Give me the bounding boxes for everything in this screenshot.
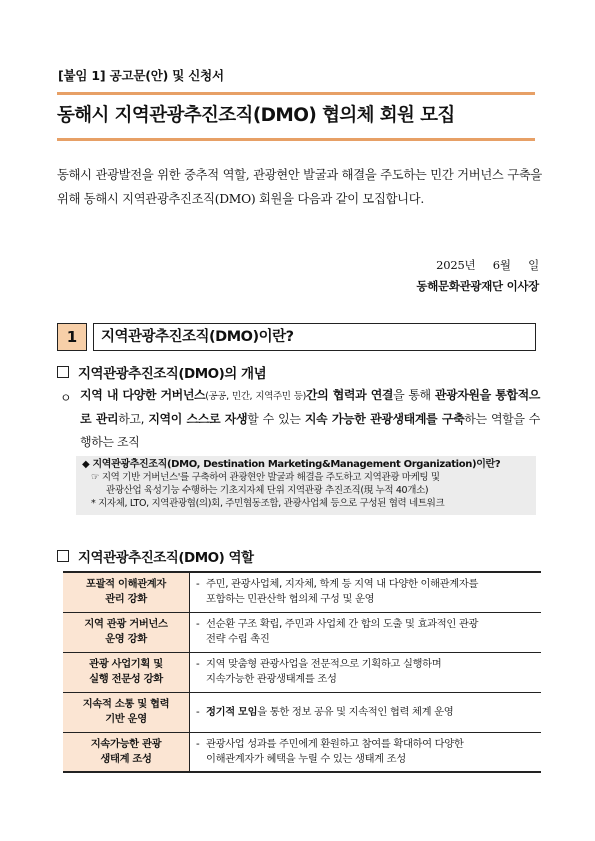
role-key: 지속가능한 관광 생태계 조성 [63, 732, 190, 772]
role-key: 포괄적 이해관계자 관리 강화 [63, 572, 190, 612]
role-value: - 선순환 구조 확립, 주민과 사업체 간 합의 도출 및 효과적인 관광 전략 수립 촉진 [190, 612, 542, 652]
concept-heading-text: 지역관광추진조직(DMO)의 개념 [78, 366, 267, 382]
role-key: 관광 사업기획 및 실행 전문성 강화 [63, 652, 190, 692]
role-value: - 관광사업 성과를 주민에게 환원하고 참여를 확대하여 다양한 이해관계자가 혜택을 누릴 수 있는 생태계 조성 [190, 732, 542, 772]
date-day: 일 [528, 258, 539, 272]
intro-paragraph: 동해시 관광발전을 위한 중추적 역할, 관광현안 발굴과 해결을 주도하는 민간 거버넌스 구축을 위해 동해시 지역관광추진조직(DMO) 회원을 다음과 같이 모집합니다. [57, 168, 542, 206]
checkbox-square-icon [57, 550, 69, 562]
table-row [63, 572, 541, 612]
table-row [63, 692, 541, 732]
issuer: 동해문화관광재단 이사장 [416, 279, 539, 293]
section-number: 1 [57, 323, 87, 351]
callout-line: ☞ 지역 기반 거버넌스'를 구축하여 관광현안 발굴과 해결을 주도하고 지역관광 마케팅 및 [91, 472, 440, 483]
callout-heading: ◆ 지역관광추진조직(DMO, Destination Marketing&Management Organization)이란? [82, 459, 501, 470]
concept-part: 지역이 스스로 자생 [148, 412, 248, 426]
role-value: - 주민, 관광사업체, 지자체, 학계 등 지역 내 다양한 이해관계자를 포함하는 민관산학 협의체 구성 및 운영 [190, 572, 542, 612]
page-title: 동해시 지역관광추진조직(DMO) 협의체 회원 모집 [57, 105, 455, 126]
issue-date [436, 257, 539, 273]
concept-heading [57, 362, 266, 382]
roles-heading-text: 지역관광추진조직(DMO) 역할 [78, 550, 254, 566]
table-row [63, 612, 541, 652]
title-rule-bottom [57, 138, 535, 141]
table-row [63, 652, 541, 692]
role-key: 지속적 소통 및 협력 기반 운영 [63, 692, 190, 732]
checkbox-square-icon [57, 366, 69, 378]
roles-heading [57, 546, 254, 566]
concept-part: 관광자원을 통합적으로 관리 [80, 388, 540, 426]
concept-part: 지역 내 다양한 거버넌스 [80, 388, 206, 402]
concept-definition [80, 384, 540, 454]
concept-part: 할 수 있는 [247, 412, 305, 426]
role-value: - 정기적 모임을 통한 정보 공유 및 지속적인 협력 체계 운영 [190, 692, 542, 732]
callout-footnote: * 지자체, LTO, 지역관광협(의)회, 주민협동조합, 관광사업체 등으로 구성된 협력 네트워크 [91, 498, 445, 509]
table-row [63, 732, 541, 772]
date-year: 2025년 [436, 258, 476, 272]
date-month: 6월 [492, 258, 511, 272]
section-title: 지역관광추진조직(DMO)이란? [93, 323, 536, 351]
concept-part: 을 통해 [393, 388, 435, 402]
dmo-callout-box [76, 456, 536, 515]
role-value-bold: 정기적 모임 [206, 705, 258, 718]
title-rule-top [57, 92, 535, 95]
bullet-mark: ㅇ [60, 391, 72, 405]
attachment-label: [붙임 1] 공고문(안) 및 신청서 [58, 68, 224, 83]
concept-part: 지속 가능한 관광생태계를 구축 [304, 412, 465, 426]
role-value: - 지역 맞춤형 관광사업을 전문적으로 기획하고 실행하며 지속가능한 관광생태계를 조성 [190, 652, 542, 692]
roles-table [63, 571, 541, 773]
concept-part: 하고, [118, 412, 149, 426]
callout-line: 관광산업 육성기능 수행하는 기초지자체 단위 지역관광 추진조직(現 누적 40개소) [106, 485, 429, 496]
concept-part: 하는 역할을 수행하는 조직 [80, 412, 540, 449]
role-key: 지역 관광 거버넌스 운영 강화 [63, 612, 190, 652]
concept-part: 간의 협력과 연결 [305, 388, 394, 402]
concept-part-note: (공공, 민간, 지역주민 등) [205, 391, 306, 402]
